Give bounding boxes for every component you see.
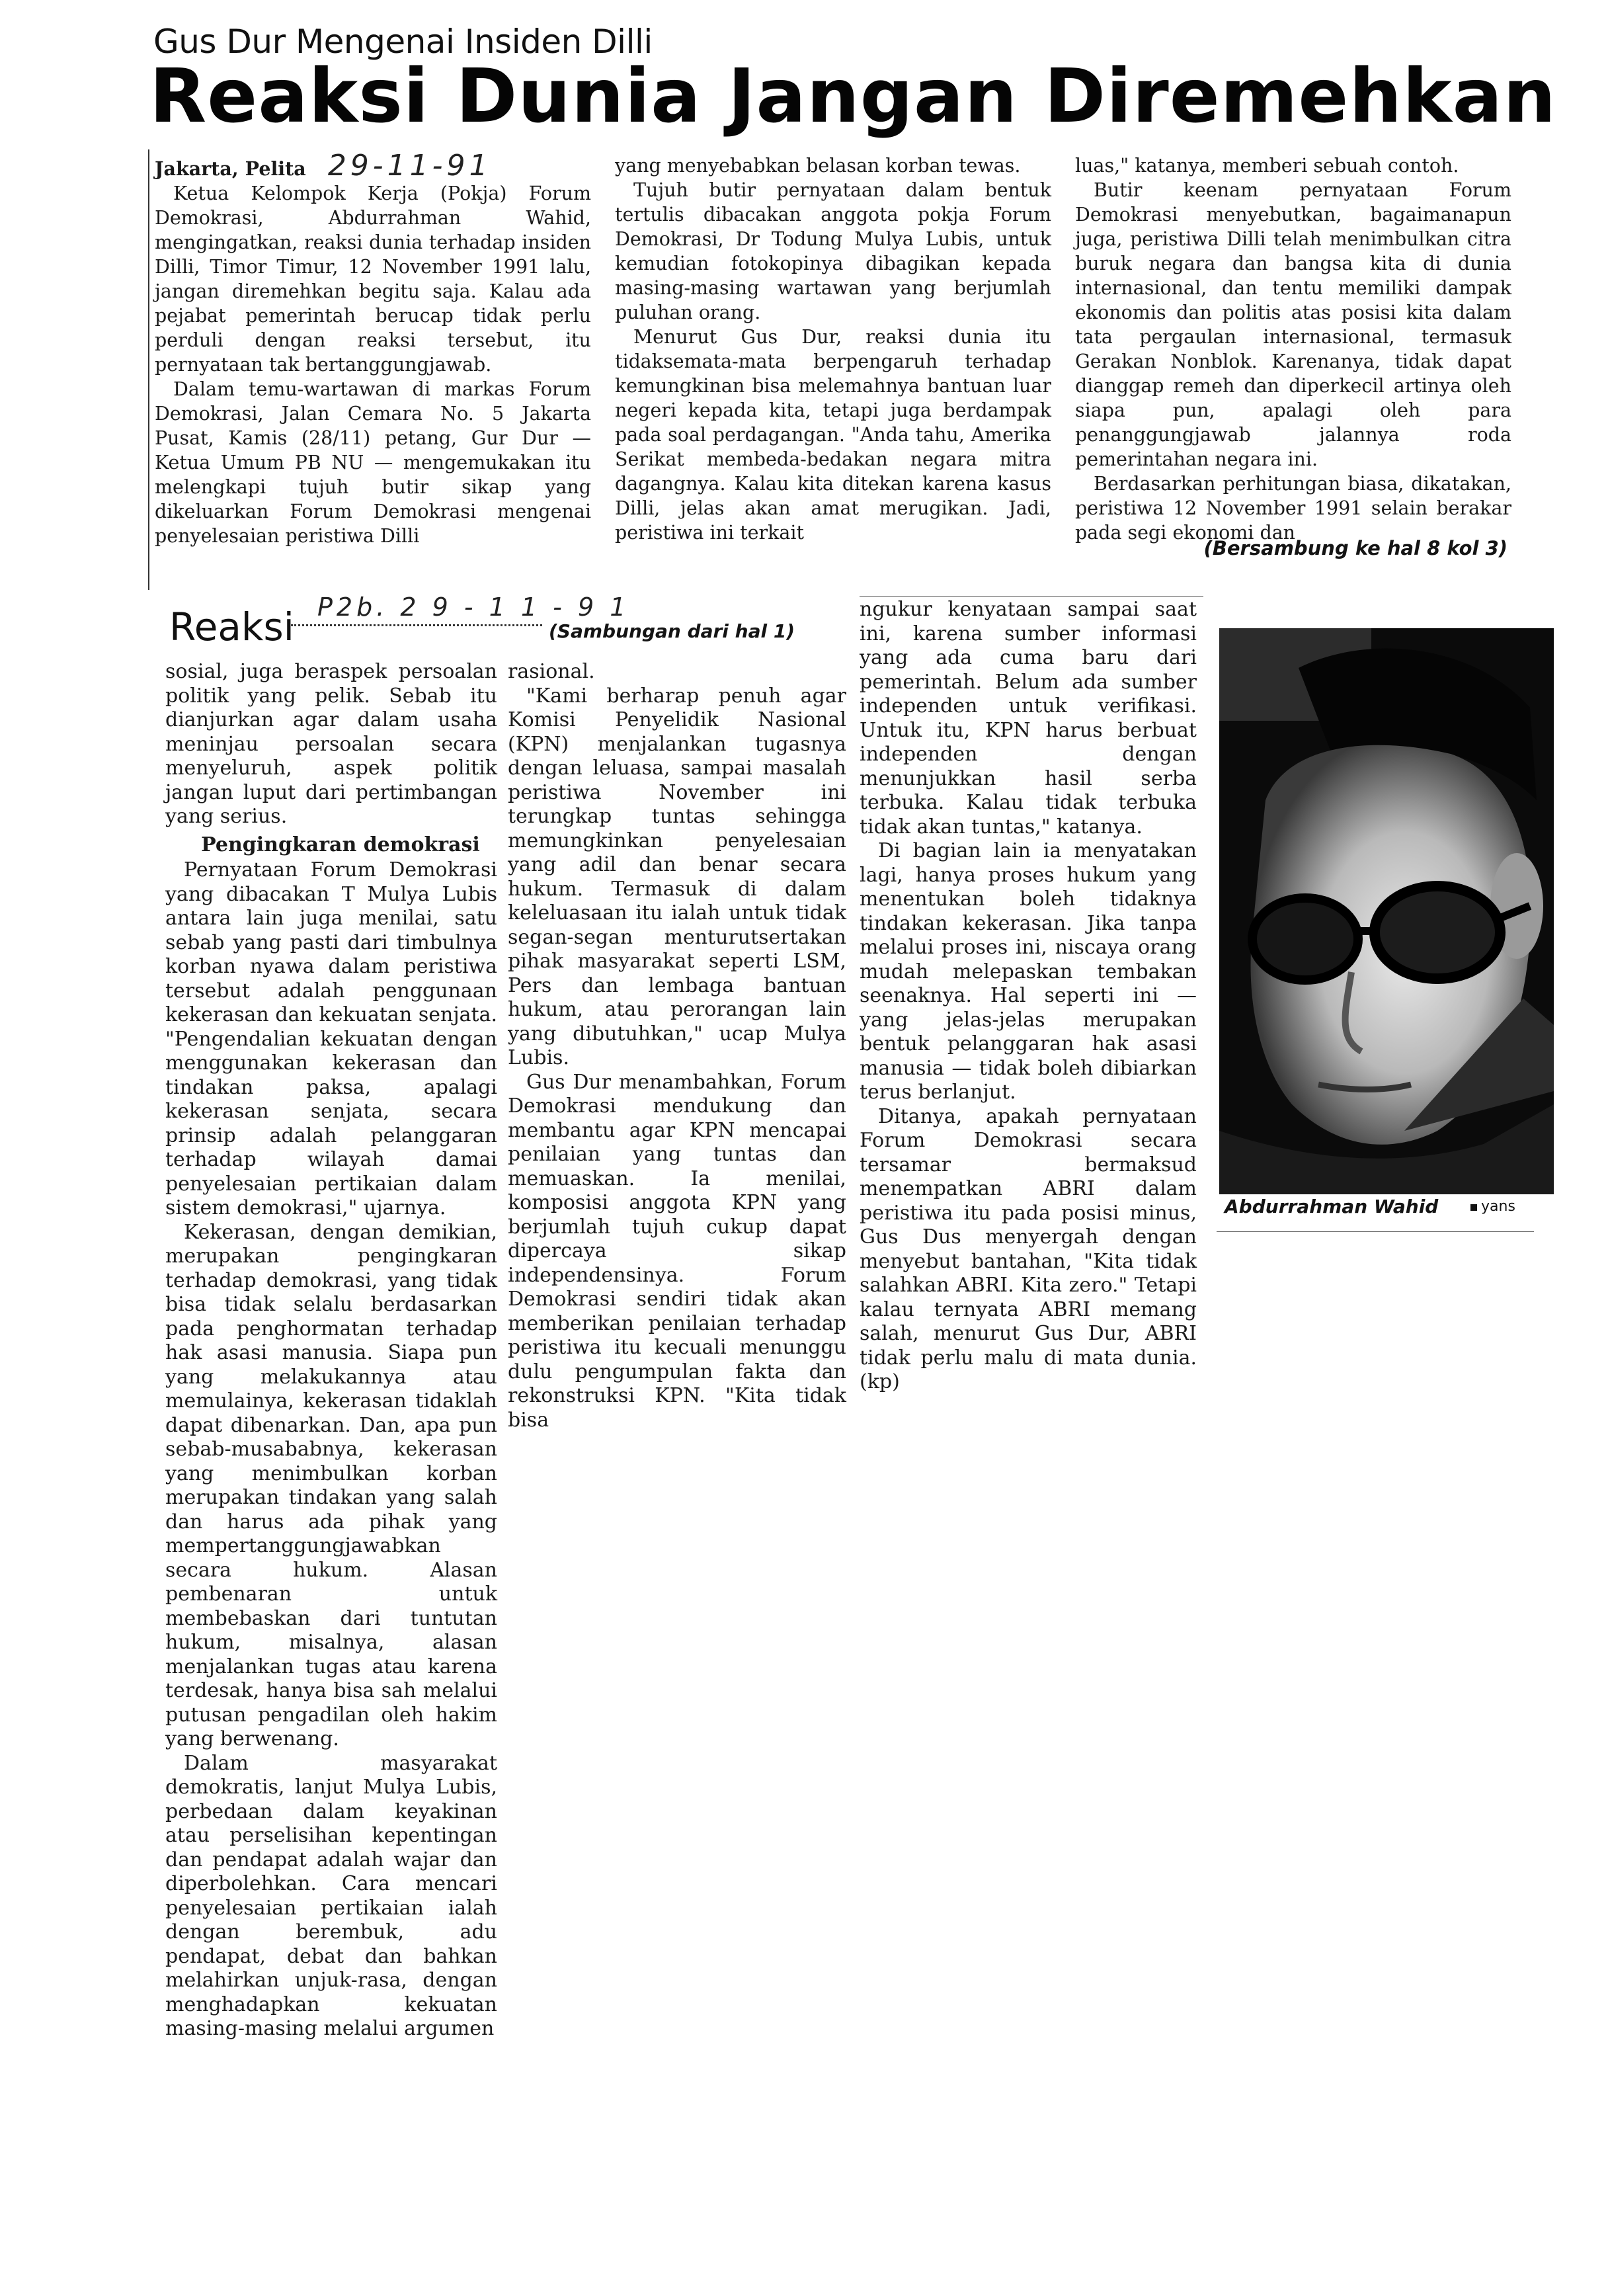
paragraph: Butir keenam pernyataan Forum Demokrasi menyebutkan, bagaimanapun juga, peristiwa Dilli telah menimbulkan citra buruk negara dan bangsa kita di dunia internasional, dan tentu memiliki dampak ekonomis dan politis atas posisi kita dalam tata pergaulan internasional, termasuk Gerakan Nonblok. Karenanya, tidak dapat dianggap remeh dan diperkecil artinya oleh siapa pun, apalagi oleh para penanggungjawab jalannya roda pemerintahan negara ini.: [1075, 179, 1511, 470]
left-margin-rule: [148, 149, 149, 590]
portrait-illustration: [1219, 628, 1554, 1194]
portrait-photo: [1219, 628, 1554, 1194]
continued-from-note: (Sambungan dari hal 1): [549, 620, 795, 642]
top-column-3: [1075, 153, 1511, 545]
paragraph: Dalam temu-wartawan di markas Forum Demokrasi, Jalan Cemara No. 5 Jakarta Pusat, Kamis (28/11) petang, Gur Dur — Ketua Umum PB NU — mengemukakan itu melengkapi tujuh butir sikap yang dikeluarkan Forum Demokrasi mengenai penyelesaian peristiwa Dilli: [155, 378, 591, 547]
paragraph: Di bagian lain ia menyatakan lagi, hanya proses hukum yang menentukan boleh tidaknya tindakan kekerasan. Jika tanpa melalui proses ini, niscaya orang mudah melepaskan tembakan seenaknya. Hal seperti ini — yang jelas-jelas merupakan bentuk pelanggaran hak asasi manusia — tidak boleh dibiarkan terus berlanjut.: [860, 839, 1197, 1104]
continuation-column-1: [165, 660, 497, 2041]
photo-caption: Abdurrahman Wahid: [1225, 1196, 1439, 1217]
top-column-1: [155, 149, 591, 548]
kicker-title: Gus Dur Mengenai Insiden Dilli: [153, 22, 653, 61]
headline: Reaksi Dunia Jangan Diremehkan: [149, 54, 1556, 140]
bullet-icon: [1470, 1204, 1477, 1211]
top-column-2: [615, 153, 1051, 545]
paragraph: Dalam masyarakat demokratis, lanjut Mulya Lubis, perbedaan dalam keyakinan atau perselisihan kepentingan dan pendapat adalah wajar dan diperbolehkan. Cara mencari penyelesaian pertikaian ialah dengan berembuk, adu pendapat, debat dan bahkan melahirkan unjuk-rasa, dengan menghadapkan kekuatan masing-masing melalui argumen: [165, 1751, 497, 2040]
paragraph: Pernyataan Forum Demokrasi yang dibacakan T Mulya Lubis antara lain juga menilai, satu sebab yang pasti dari timbulnya korban nyawa dalam peristiwa tersebut adalah penggunaan kekerasan dan kekuatan senjata. "Pengendalian kekuatan dengan menggunakan kekerasan dan tindakan paksa, apalagi kekerasan senjata, secara prinsip adalah pelanggaran terhadap wilayah damai penyelesaian pertikaian dalam sistem demokrasi," ujarnya.: [165, 858, 497, 1219]
dateline: Jakarta, Pelita: [155, 157, 306, 180]
handwritten-date: 29-11-91: [327, 149, 492, 183]
paragraph: Ketua Kelompok Kerja (Pokja) Forum Demokrasi, Abdurrahman Wahid, mengingatkan, reaksi dunia terhadap insiden Dilli, Timor Timur, 12 November 1991 lalu, jangan diremehkan begitu saja. Kalau ada pejabat pemerintah berucap tidak perlu perduli dengan reaksi tersebut, itu pernyataan tak bertanggungjawab.: [155, 183, 591, 376]
continuation-column-3: [860, 598, 1197, 1395]
continuation-label: Reaksi: [169, 604, 294, 649]
paragraph: yang menyebabkan belasan korban tewas.: [615, 155, 1021, 177]
paragraph: Kekerasan, dengan demikian, merupakan pengingkaran terhadap demokrasi, yang tidak bisa tidak selalu berdasarkan pada penghormatan terhadap hak asasi manusia. Siapa pun yang melakukannya atau memulainya, kekerasan tidaklah dapat dibenarkan. Dan, apa pun sebab-musababnya, kekerasan yang menimbulkan korban merupakan tindakan yang salah dan harus ada pihak yang mempertanggungjawabkan secara hukum. Alasan pembenaran untuk membebaskan dari tuntutan hukum, misalnya, alasan menjalankan tugas atau karena terdesak, hanya bisa sah melalui putusan pengadilan oleh hakim yang berwenang.: [165, 1220, 497, 1750]
paragraph: ngukur kenyataan sampai saat ini, karena sumber informasi yang ada cuma baru dari pemerintah. Belum ada sumber independen untuk verifikasi. Untuk itu, KPN harus berbuat independen dengan menunjukkan hasil serba terbuka. Kalau tidak terbuka tidak akan tuntas," katanya.: [860, 598, 1197, 839]
divider-rule: [860, 596, 1203, 597]
caption-rule: [1217, 1231, 1534, 1232]
photo-credit: [1470, 1198, 1515, 1215]
paragraph: rasional.: [508, 660, 595, 683]
paragraph: Menurut Gus Dur, reaksi dunia itu tidaksemata-mata berpengaruh terhadap kemungkinan bisa melemahnya bantuan luar negeri kepada kita, tetapi juga berdampak pada soal perdagangan. "Anda tahu, Amerika Serikat membeda-bedakan negara mitra dagangnya. Kalau kita ditekan karena kasus Dilli, jelas akan amat merugikan. Jadi, peristiwa ini terkait: [615, 326, 1051, 544]
paragraph: Ditanya, apakah pernyataan Forum Demokrasi secara tersamar bermaksud menempatkan ABRI dalam peristiwa itu pada posisi minus, Gus Dus menyergah dengan menyebut bantahan, "Kita tidak salahkan ABRI. Kita zero." Tetapi kalau ternyata ABRI memang salah, menurut Gus Dur, ABRI tidak perlu malu di mata dunia.(kp): [860, 1104, 1197, 1393]
continuation-column-2: [508, 660, 846, 1432]
paragraph: "Kami berharap penuh agar Komisi Penyelidik Nasional (KPN) menjalankan tugasnya dengan leluasa, sampai masalah peristiwa November ini terungkap tuntas sehingga memungkinkan penyelesaian yang adil dan benar secara hukum. Termasuk di dalam keleluasaan itu ialah untuk tidak segan-segan menturutsertakan pihak masyarakat seperti LSM, Pers dan lembaga bantuan hukum, atau perorangan lain yang dibutuhkan," ucap Mulya Lubis.: [508, 684, 846, 1069]
dateline-line: [155, 149, 591, 183]
photo-credit-text: yans: [1481, 1198, 1515, 1215]
paragraph: sosial, juga beraspek persoalan politik yang pelik. Sebab itu dianjurkan agar dalam usaha meninjau persoalan secara menyeluruh, aspek politik jangan luput dari pertimbangan yang serius.: [165, 660, 497, 828]
paragraph: luas," katanya, memberi sebuah contoh.: [1075, 155, 1459, 177]
paragraph: Berdasarkan perhitungan biasa, dikatakan, peristiwa 12 November 1991 selain berakar pada segi ekonomi dan: [1075, 473, 1511, 544]
handwritten-slug: P2b. 2 9 - 1 1 - 9 1: [317, 593, 630, 622]
dotted-leader: [291, 622, 542, 626]
subhead: Pengingkaran demokrasi: [201, 833, 480, 856]
paragraph: Tujuh butir pernyataan dalam bentuk tertulis dibacakan anggota pokja Forum Demokrasi, Dr Todung Mulya Lubis, untuk kemudian fotokopinya dibagikan kepada masing-masing wartawan yang berjumlah puluhan orang.: [615, 179, 1051, 323]
paragraph: Gus Dur menambahkan, Forum Demokrasi mendukung dan membantu agar KPN mencapai penilaian yang tuntas dan memuaskan. Ia menilai, komposisi anggota KPN yang berjumlah tujuh cukup dapat dipercaya sikap independensinya. Forum Demokrasi sendiri tidak akan memberikan penilaian terhadap peristiwa itu kecuali menunggu dulu pengumpulan fakta dan rekonstruksi KPN. "Kita tidak bisa: [508, 1070, 846, 1432]
continued-note: (Bersambung ke hal 8 kol 3): [1203, 537, 1508, 559]
